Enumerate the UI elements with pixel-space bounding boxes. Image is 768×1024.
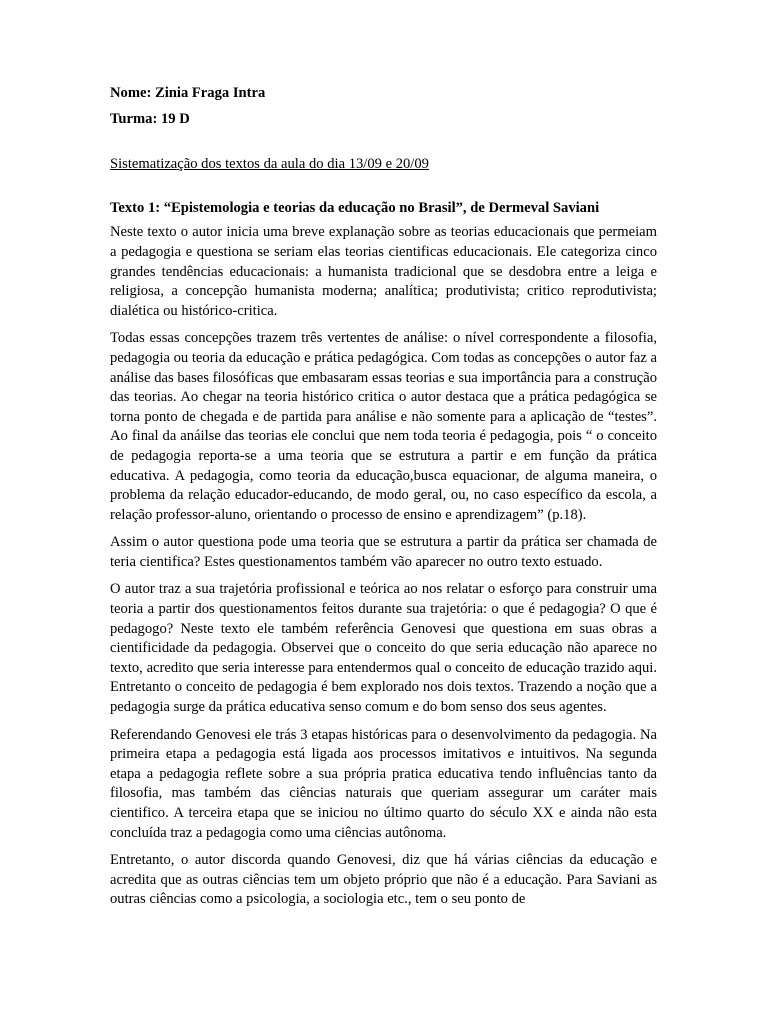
paragraph-4: O autor traz a sua trajetória profissional e teórica ao nos relatar o esforço para construir uma teoria a partir dos questionamentos feitos durante sua trajetória: o que é pedagogia? O que é pedagogo? Neste texto ele também referência Genovesi que questiona em suas obras a cientificidade da pedagogia. Observei que o conceito do que seria educação não aparece no texto, acredito que seria interesse para entendermos qual o conceito de educação trazido aqui. Entretanto o conceito de pedagogia é bem explorado nos dois textos. Trazendo a noção que a pedagogia surge da prática educativa senso comum e do bom senso dos seus agentes. [110, 581, 657, 716]
class-label: Turma: 19 D [110, 110, 190, 127]
document-subtitle: Sistematização dos textos da aula do dia 13/09 e 20/09 [110, 156, 429, 173]
spacer [110, 129, 657, 155]
paragraph-3: Assim o autor questiona pode uma teoria que se estrutura a partir da prática ser chamada de teria cientifica? Estes questionamentos também vão aparecer no outro texto estuado. [110, 534, 657, 570]
paragraph-6: Entretanto, o autor discorda quando Genovesi, diz que há várias ciências da educação e acredita que as outras ciências tem um objeto próprio que não é a educação. Para Saviani as outras ciências como a psicologia, a sociologia etc., tem o seu ponto de [110, 852, 657, 908]
spacer [110, 175, 657, 199]
paragraph-1: Neste texto o autor inicia uma breve explanação sobre as teorias educacionais que permeiam a pedagogia e questiona se seriam elas teorias cientificas educacionais. Ele categoriza cinco grandes tendências educacionais: a humanista tradicional que se desdobra entre a leiga e religiosa, a concepção humanista moderna; analítica; produtivista; critico reprodutivista; dialética ou histórico-critica. [110, 224, 657, 319]
paragraph-5: Referendando Genovesi ele trás 3 etapas históricas para o desenvolvimento da pedagogia. Na primeira etapa a pedagogia está ligada aos processos imitativos e intuitivos. Na segunda etapa a pedagogia reflete sobre a sua própria pratica educativa tendo influências tanto da filosofia, mas também das ciências naturais que queriam assegurar um caráter mais cientifico. A terceira etapa que se iniciou no último quarto do século XX e ainda não esta concluída traz a pedagogia como uma ciências autônoma. [110, 726, 657, 841]
section-heading: Texto 1: “Epistemologia e teorias da educação no Brasil”, de Dermeval Saviani [110, 199, 600, 216]
document-page [110, 84, 657, 918]
paragraph-2: Todas essas concepções trazem três vertentes de análise: o nível correspondente a filosofia, pedagogia ou teoria da educação e prática pedagógica. Com todas as concepções o autor faz a análise das bases filosóficas que embasaram essas teorias e sua importância para a construção das teorias. Ao chegar na teoria histórico critica o autor destaca que a prática pedagógica se torna ponto de chegada e de partida para análise e não somente para a aplicação de “testes”. Ao final da anáilse das teorias ele conclui que nem toda teoria é pedagogia, pois “ o conceito de pedagogia reporta-se a uma teoria que se estrutura a partir e em função da prática educativa. A pedagogia, como teoria da educação,busca equacionar, de alguma maneira, o problema da relação educador-educando, de modo geral, ou, no caso específico da escola, a relação professor-aluno, orientando o processo de ensino e aprendizagem” (p.18). [110, 330, 658, 523]
student-name: Nome: Zinia Fraga Intra [110, 85, 266, 101]
